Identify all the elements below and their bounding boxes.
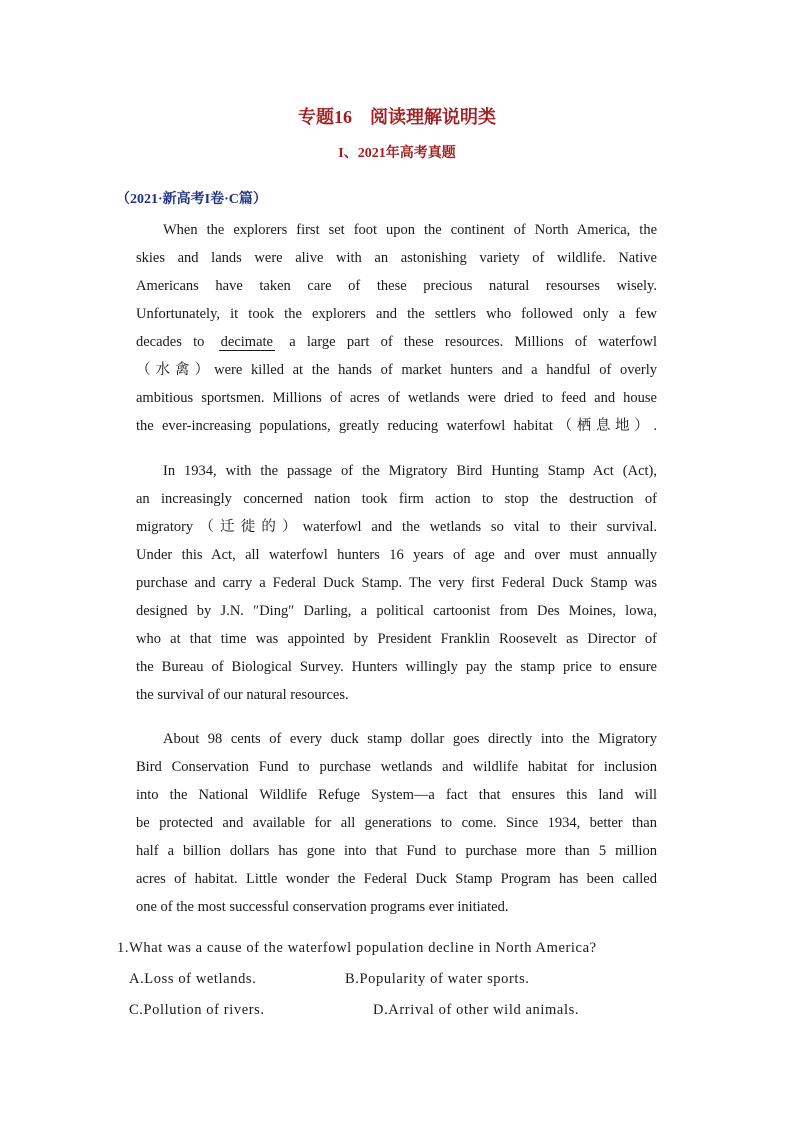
question-stem: 1.What was a cause of the waterfowl population decline in North America? [117,940,597,956]
passage-line: Unfortunately, it took the explorers and the settlers who followed only a few [136,306,657,322]
passage-paragraph-1 [136,216,657,440]
passage-line [136,328,657,356]
passage-line: the survival of our natural resources. [136,687,349,703]
line-text: decades to [136,334,205,350]
passage-line: （水禽）were killed at the hands of market hunters and a handful of overly [136,362,657,378]
passage-line: the Bureau of Biological Survey. Hunters willingly pay the stamp price to ensure [136,659,657,675]
passage-line: Bird Conservation Fund to purchase wetlands and wildlife habitat for inclusion [136,759,657,775]
option-d: D.Arrival of other wild animals. [373,1002,580,1018]
passage-line: an increasingly concerned nation took firm action to stop the destruction of [136,491,657,507]
option-b: B.Popularity of water sports. [345,971,530,987]
section-subtitle: I、2021年高考真题 [338,146,456,161]
passage-line: In 1934, with the passage of the Migratory Bird Hunting Stamp Act (Act), [163,463,657,479]
passage-line: Americans have taken care of these precious natural resourses wisely. [136,278,657,294]
passage-line: designed by J.N. ″Ding″ Darling, a political cartoonist from Des Moines, lowa, [136,603,657,619]
passage-line: who at that time was appointed by President Franklin Roosevelt as Director of [136,631,657,647]
page-title: 专题16 阅读理解说明类 [298,107,496,127]
option-c: C.Pollution of rivers. [129,1002,265,1018]
option-a: A.Loss of wetlands. [129,971,257,987]
passage-line: About 98 cents of every duck stamp dollar goes directly into the Migratory [163,731,657,747]
passage-line: purchase and carry a Federal Duck Stamp. The very first Federal Duck Stamp was [136,575,657,591]
passage-paragraph-3 [136,725,657,921]
passage-line: When the explorers first set foot upon the continent of North America, the [163,222,657,238]
passage-line: skies and lands were alive with an astonishing variety of wildlife. Native [136,250,657,266]
passage-line: ambitious sportsmen. Millions of acres of wetlands were dried to feed and house [136,390,657,406]
underlined-word: decimate [220,334,273,350]
line-text: a large part of these resources. Millions of waterfowl [289,334,658,350]
question-source-label: （2021·新高考I卷·C篇） [116,192,267,207]
passage-line: be protected and available for all generations to come. Since 1934, better than [136,815,657,831]
passage-line: Under this Act, all waterfowl hunters 16 years of age and over must annually [136,547,657,563]
passage-line: acres of habitat. Little wonder the Federal Duck Stamp Program has been called [136,871,657,887]
passage-line: the ever-increasing populations, greatly reducing waterfowl habitat（栖息地）. [136,418,657,434]
passage-line: migratory（迁徙的）waterfowl and the wetlands so vital to their survival. [136,519,657,535]
passage-line: into the National Wildlife Refuge System—a fact that ensures this land will [136,787,657,803]
passage-line: one of the most successful conservation programs ever initiated. [136,899,509,915]
passage-paragraph-2 [136,457,657,709]
passage-line: half a billion dollars has gone into that Fund to purchase more than 5 million [136,843,657,859]
